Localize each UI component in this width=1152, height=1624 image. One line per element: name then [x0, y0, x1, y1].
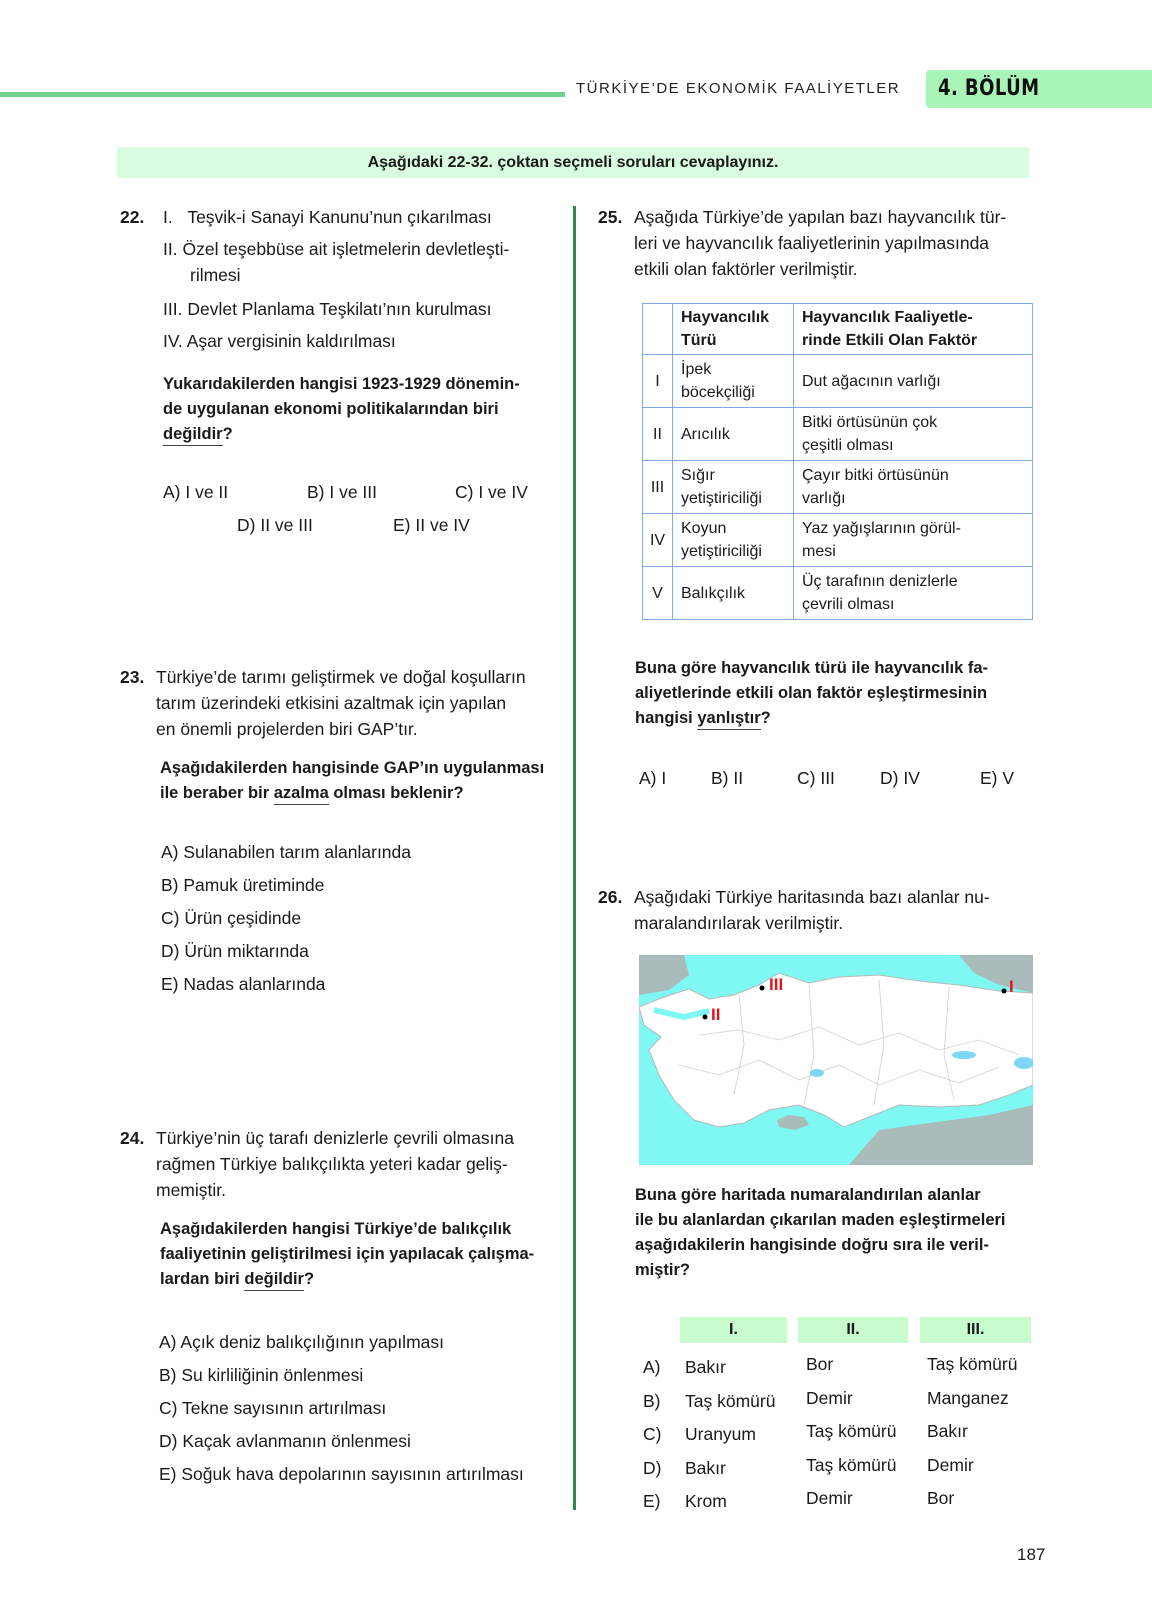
chapter-badge	[926, 70, 1152, 108]
cell: Taş kömürü	[806, 1454, 897, 1475]
option-e[interactable]: E) II ve IV	[393, 515, 470, 535]
column-iii-values	[927, 1348, 1017, 1516]
option-d[interactable]: D) II ve III	[237, 515, 313, 535]
cell: Taş kömürü	[927, 1354, 1018, 1374]
cell: Manganez	[927, 1387, 1009, 1408]
livestock-table	[642, 303, 1033, 620]
option-a[interactable]: A) Açık deniz balıkçılığının yapılması	[159, 1332, 444, 1352]
statement-3: III. Devlet Planlama Teşkilatı’nın kurulması	[163, 299, 492, 319]
option-e[interactable]: E)	[643, 1491, 661, 1511]
option-c[interactable]: C) III	[797, 768, 835, 788]
cell: Bor	[927, 1488, 955, 1508]
option-c[interactable]: C) Tekne sayısının artırılması	[159, 1398, 387, 1418]
option-a[interactable]: A) Sulanabilen tarım alanlarında	[161, 842, 412, 862]
column-header-i: I.	[680, 1317, 787, 1343]
option-a[interactable]: A)	[643, 1357, 661, 1377]
question-23: 23. Türkiye’de tarımı geliştirmek ve doğal koşulların tarım üzerindeki etkisini azaltmak için yapılan en önemli projelerden biri GAP’tır. Aşağıdakilerden hangisinde GAP’ın uygulanması ile beraber bir azalma olması beklenir?	[120, 664, 144, 691]
cell: Bor	[806, 1354, 834, 1374]
cell: Demir	[927, 1454, 974, 1475]
turkey-map-graphic	[639, 955, 1033, 1165]
option-e[interactable]: E) V	[980, 768, 1015, 788]
question-prompt-26: Buna göre haritada numaralandırılan alanlar ile bu alanlardan çıkarılan maden eşleştirmeleri aşağıdakilerin hangisinde doğru sıra ile veril- miştir?	[635, 1186, 1006, 1279]
question-number: 22.	[120, 207, 145, 227]
statement-2: II. Özel teşebbüse ait işletmelerin devletleşti-	[163, 239, 510, 259]
emphasis-word: değildir	[163, 425, 223, 446]
table-header-row: Hayvancılık Türü Hayvancılık Faaliyetle- rinde Etkili Olan Faktör	[643, 304, 1033, 355]
option-d[interactable]: D) Kaçak avlanmanın önlenmesi	[159, 1431, 411, 1451]
question-number: 23.	[120, 667, 145, 687]
cell: Bakır	[685, 1457, 726, 1478]
option-b[interactable]: B) Su kirliliğinin önlenmesi	[159, 1365, 364, 1385]
question-prompt: Aşağıdakilerden hangisi Türkiye’de balıkçılık faaliyetinin geliştirilmesi için yapılacak çalışma- lardan biri değildir?	[160, 1217, 534, 1292]
column-divider	[573, 206, 576, 1510]
question-25: 25. Aşağıda Türkiye’de yapılan bazı hayvancılık tür- leri ve hayvancılık faaliyetlerinin yapılmasında etkili olan faktörler verilmiştir.	[598, 207, 1007, 279]
table-row: III Sığır yetiştiriciliği Çayır bitki örtüsünün varlığı	[643, 461, 1033, 514]
option-b[interactable]: B) II	[711, 768, 744, 788]
question-number: 24.	[120, 1128, 145, 1148]
emphasis-word: yanlıştır	[697, 709, 760, 730]
option-c[interactable]: C) Ürün çeşidinde	[161, 908, 302, 928]
option-a[interactable]: A) I ve II	[163, 482, 229, 502]
option-d[interactable]: D) IV	[880, 768, 920, 788]
header-rule	[0, 92, 565, 97]
question-number: 25.	[598, 207, 623, 227]
option-b[interactable]: B) Pamuk üretiminde	[161, 875, 325, 895]
option-b[interactable]: B)	[643, 1390, 661, 1411]
chapter-label: 4. BÖLÜM	[938, 76, 1040, 101]
map-label-ii: II	[711, 1005, 721, 1024]
column-i-values	[685, 1351, 775, 1519]
column-header-iii: III.	[920, 1317, 1031, 1343]
option-a[interactable]: A) I	[639, 768, 667, 788]
cell: Taş kömürü	[806, 1421, 897, 1441]
table-row: V Balıkçılık Üç tarafının denizlerle çevrili olması	[643, 567, 1033, 620]
cell: Uranyum	[685, 1424, 756, 1444]
question-prompt-25: Buna göre hayvancılık türü ile hayvancılık fa- aliyetlerinde etkili olan faktör eşleştirmesinin hangisi yanlıştır?	[635, 656, 988, 731]
section-title: TÜRKİYE’DE EKONOMİK FAALİYETLER	[576, 80, 901, 97]
option-c[interactable]: C)	[643, 1424, 662, 1444]
cell: Bakır	[685, 1357, 726, 1377]
answer-letters	[643, 1351, 661, 1519]
page-number: 187	[1017, 1545, 1046, 1564]
column-header-ii: II.	[798, 1317, 908, 1343]
option-c[interactable]: C) I ve IV	[455, 482, 528, 502]
options-23	[161, 836, 411, 1001]
cell: Demir	[806, 1488, 853, 1508]
statement-4: IV. Aşar vergisinin kaldırılması	[163, 331, 396, 351]
cell: Bakır	[927, 1421, 968, 1441]
option-b[interactable]: B) I ve III	[307, 482, 378, 502]
question-26: 26. Aşağıdaki Türkiye haritasında bazı alanlar nu- maralandırılarak verilmiştir.	[598, 887, 990, 933]
emphasis-word: değildir	[244, 1270, 304, 1291]
table-row: IV Koyun yetiştiriciliği Yaz yağışlarının görül- mesi	[643, 514, 1033, 567]
question-24: 24. Türkiye’nin üç tarafı denizlerle çevrili olmasına rağmen Türkiye balıkçılıkta yeteri kadar geliş- memiştir. Aşağıdakilerden hangisi Türkiye’de balıkçılık faaliyetinin geliştirilmesi için yapılacak çalışma- lardan biri değildir?	[120, 1125, 144, 1152]
question-prompt: Yukarıdakilerden hangisi 1923-1929 dönemin- de uygulanan ekonomi politikalarından biri değildir?	[163, 372, 520, 447]
cell: Taş kömürü	[685, 1390, 776, 1411]
cell: Krom	[685, 1491, 727, 1511]
emphasis-word: azalma	[274, 784, 329, 805]
turkey-map	[639, 955, 1033, 1165]
map-label-iii: III	[769, 975, 784, 994]
option-e[interactable]: E) Soğuk hava depolarının sayısının artırılması	[159, 1464, 524, 1484]
column-ii-values	[806, 1348, 896, 1516]
table-row: I İpek böcekçiliği Dut ağacının varlığı	[643, 355, 1033, 408]
instruction-banner: Aşağıdaki 22-32. çoktan seçmeli soruları cevaplayınız.	[117, 147, 1029, 178]
cell: Demir	[806, 1387, 853, 1408]
options-24	[159, 1326, 524, 1491]
option-d[interactable]: D)	[643, 1457, 662, 1478]
statement-2-cont: rilmesi	[190, 265, 241, 285]
table-row: II Arıcılık Bitki örtüsünün çok çeşitli olması	[643, 408, 1033, 461]
question-number: 26.	[598, 887, 623, 907]
map-label-i: I	[1009, 977, 1014, 996]
question-prompt: Aşağıdakilerden hangisinde GAP’ın uygulanması ile beraber bir azalma olması beklenir?	[160, 756, 544, 806]
statement-1: I. Teşvik-i Sanayi Kanunu’nun çıkarılması	[163, 207, 492, 227]
option-e[interactable]: E) Nadas alanlarında	[161, 974, 326, 994]
option-d[interactable]: D) Ürün miktarında	[161, 941, 309, 961]
